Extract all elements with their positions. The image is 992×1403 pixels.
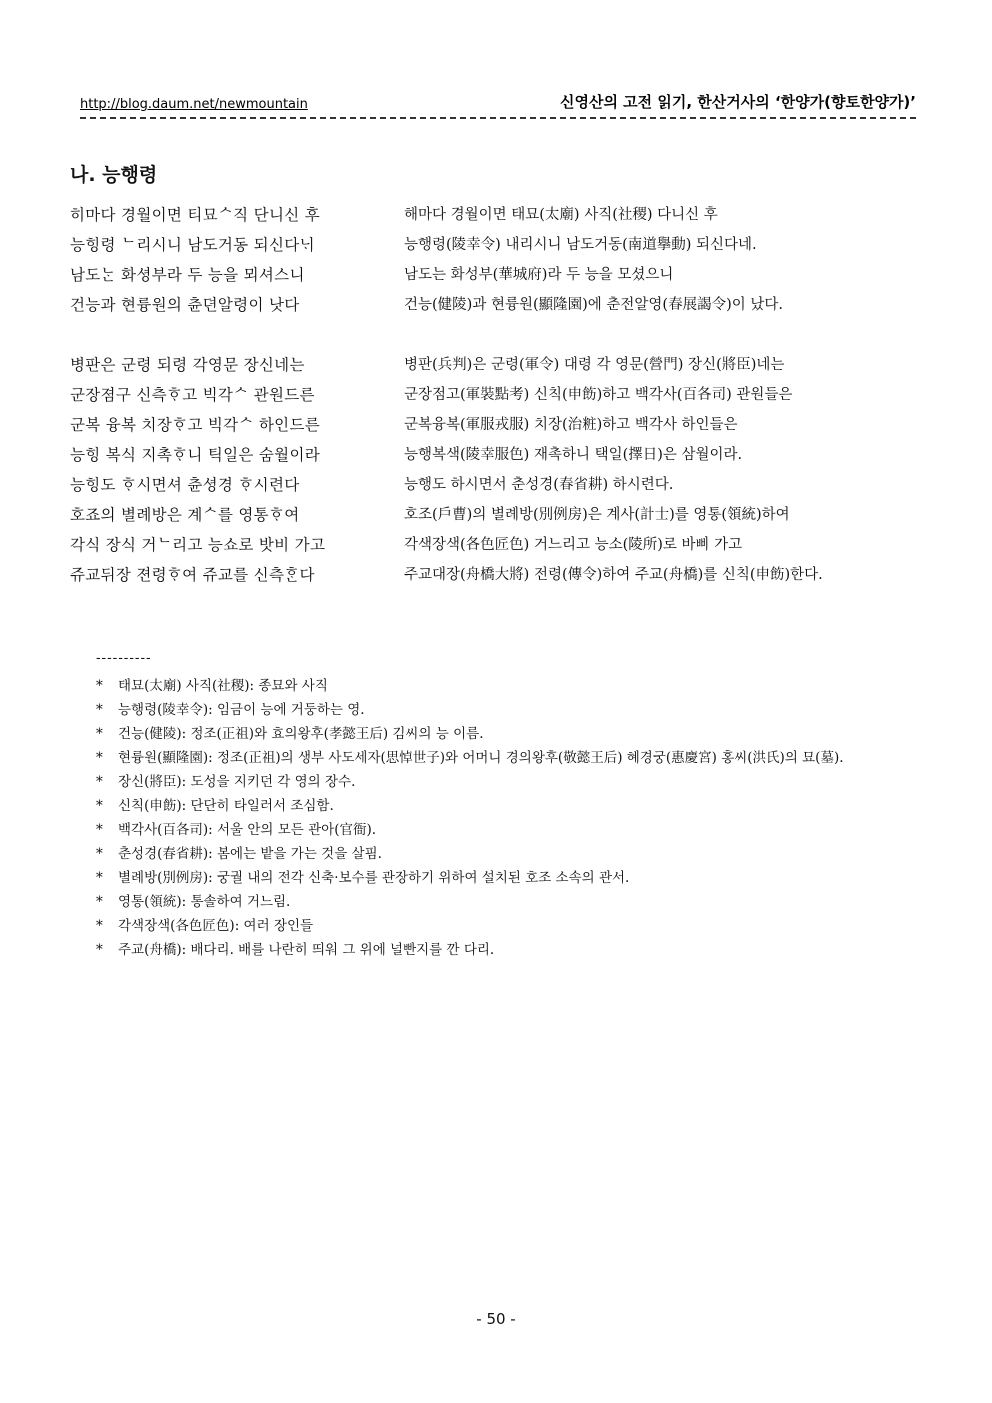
verse-original: 병판은 군령 되령 각영문 장신네는 <box>70 356 305 374</box>
verse-row <box>70 290 930 320</box>
footnote-item <box>96 722 926 746</box>
page-number: - 50 - <box>476 1310 516 1328</box>
verse-original: 군복 융복 치장ᄒᆞ고 빅각ᄉ 하인드른 <box>70 416 321 434</box>
verse-modern: 군복융복(軍服戎服) 치장(治粧)하고 백각사 하인들은 <box>404 417 738 433</box>
footnote-item <box>96 746 926 770</box>
stanza-2 <box>70 350 930 590</box>
stanza-1 <box>70 200 930 320</box>
footnote-text: 장신(將臣): 도성을 지키던 각 영의 장수. <box>118 774 356 790</box>
verse-row <box>70 230 930 260</box>
footnotes <box>96 650 926 962</box>
verse-original: 남도ᄂᆞᆫ 화셩부라 두 능을 뫼셔스니 <box>70 266 305 284</box>
footnote-item <box>96 698 926 722</box>
section-title: 나. 능행령 <box>70 164 158 186</box>
footnote-item <box>96 914 926 938</box>
verse-row <box>70 440 930 470</box>
footnote-text: 현륭원(顯隆園): 정조(正祖)의 생부 사도세자(思悼世子)와 어머니 경의왕후(敬懿王后) 혜경궁(惠慶宮) 홍씨(洪氏)의 묘(墓). <box>118 750 844 766</box>
footnote-item <box>96 938 926 962</box>
verse-original: 능힝 복식 지촉ᄒᆞ니 틱일은 숨월이라 <box>70 446 321 464</box>
footnote-text: 태묘(太廟) 사직(社稷): 종묘와 사직 <box>118 678 328 694</box>
footnote-bullet: * <box>96 942 103 958</box>
verse-modern: 건능(健陵)과 현륭원(顯隆園)에 춘전알영(春展謁令)이 났다. <box>404 297 783 313</box>
footnote-text: 능행령(陵幸令): 임금이 능에 거둥하는 영. <box>118 702 365 718</box>
document-title: 신영산의 고전 읽기, 한산거사의 ‘한양가(향토한양가)’ <box>560 93 916 111</box>
footnote-text: 별례방(別例房): 궁궐 내의 전각 신축·보수를 관장하기 위하여 설치된 호조 소속의 관서. <box>118 870 630 886</box>
verse-original: 호죠의 별례방은 계ᄉ를 영통ᄒᆞ여 <box>70 506 300 524</box>
verse-row <box>70 500 930 530</box>
verse-modern: 능행복색(陵幸服色) 재촉하니 택일(擇日)은 삼월이라. <box>404 447 743 463</box>
footnote-bullet: * <box>96 750 103 766</box>
footnote-item <box>96 818 926 842</box>
footnote-item <box>96 794 926 818</box>
verse-row <box>70 560 930 590</box>
verse-row <box>70 470 930 500</box>
verse-modern: 능행도 하시면서 춘성경(春省耕) 하시련다. <box>404 477 674 493</box>
footnote-text: 주교(舟橋): 배다리. 배를 나란히 띄워 그 위에 널빤지를 깐 다리. <box>118 942 495 958</box>
verse-row <box>70 350 930 380</box>
footnote-text: 춘성경(春省耕): 봄에는 밭을 가는 것을 살핌. <box>118 846 382 862</box>
footnote-bullet: * <box>96 726 103 742</box>
footnote-bullet: * <box>96 798 103 814</box>
verse-modern: 해마다 경월이면 태묘(太廟) 사직(社稷) 다니신 후 <box>404 207 718 223</box>
verse-original: 히마다 경월이면 티묘ᄉ직 단니신 후 <box>70 206 321 224</box>
footnote-text: 신칙(申飭): 단단히 타일러서 조심함. <box>118 798 334 814</box>
verse-modern: 군장점고(軍裝點考) 신칙(申飭)하고 백각사(百各司) 관원들은 <box>404 387 793 403</box>
verse-modern: 남도는 화성부(華城府)라 두 능을 모셨으니 <box>404 267 674 283</box>
verse-row <box>70 200 930 230</box>
verse-modern: 호조(戶曹)의 별례방(別例房)은 계사(計士)를 영통(領統)하여 <box>404 507 790 523</box>
verse-original: 능힝도 ᄒᆞ시면셔 츈셩경 ᄒᆞ시련다 <box>70 476 300 494</box>
verse-modern: 능행령(陵幸令) 내리시니 남도거동(南道擧動) 되신다네. <box>404 237 757 253</box>
header-divider <box>80 117 916 119</box>
footnote-bullet: * <box>96 702 103 718</box>
blog-url-link[interactable]: http://blog.daum.net/newmountain <box>80 97 308 112</box>
footnote-item <box>96 890 926 914</box>
footnote-bullet: * <box>96 846 103 862</box>
footnote-bullet: * <box>96 774 103 790</box>
verse-original: 쥬교뒤장 젼령ᄒᆞ여 쥬교를 신측ᄒᆞᆫ다 <box>70 566 315 584</box>
footnote-bullet: * <box>96 870 103 886</box>
verse-modern: 각색장색(各色匠色) 거느리고 능소(陵所)로 바삐 가고 <box>404 537 743 553</box>
footnote-item <box>96 674 926 698</box>
footnote-text: 건능(健陵): 정조(正祖)와 효의왕후(孝懿王后) 김씨의 능 이름. <box>118 726 484 742</box>
footnote-bullet: * <box>96 678 103 694</box>
footnote-item <box>96 842 926 866</box>
footnote-bullet: * <box>96 822 103 838</box>
verse-row <box>70 260 930 290</box>
verse-row <box>70 380 930 410</box>
footnote-divider: ---------- <box>96 650 152 666</box>
verse-original: 건능과 현륭원의 츈뎐알령이 낫다 <box>70 296 300 314</box>
verse-modern: 병판(兵判)은 군령(軍令) 대령 각 영문(營門) 장신(將臣)네는 <box>404 357 785 373</box>
verse-original: 군장졈구 신측ᄒᆞ고 빅각ᄉ 관원드른 <box>70 386 315 404</box>
footnote-bullet: * <box>96 894 103 910</box>
verse-modern: 주교대장(舟橋大將) 전령(傳令)하여 주교(舟橋)를 신칙(申飭)한다. <box>404 567 823 583</box>
page-header <box>80 92 916 114</box>
verse-row <box>70 530 930 560</box>
footnote-text: 백각사(百各司): 서울 안의 모든 관아(官衙). <box>118 822 377 838</box>
verse-original: 각식 장식 거ᄂ리고 능쇼로 밧비 가고 <box>70 536 326 554</box>
footnote-bullet: * <box>96 918 103 934</box>
verse-row <box>70 410 930 440</box>
footnote-item <box>96 770 926 794</box>
footnote-text: 영통(領統): 통솔하여 거느림. <box>118 894 291 910</box>
verse-original: 능힝령 ᄂ리시니 남도거동 되신다ᄂᆡ <box>70 236 315 254</box>
footnote-text: 각색장색(各色匠色): 여러 장인들 <box>118 918 314 934</box>
footnote-item <box>96 866 926 890</box>
